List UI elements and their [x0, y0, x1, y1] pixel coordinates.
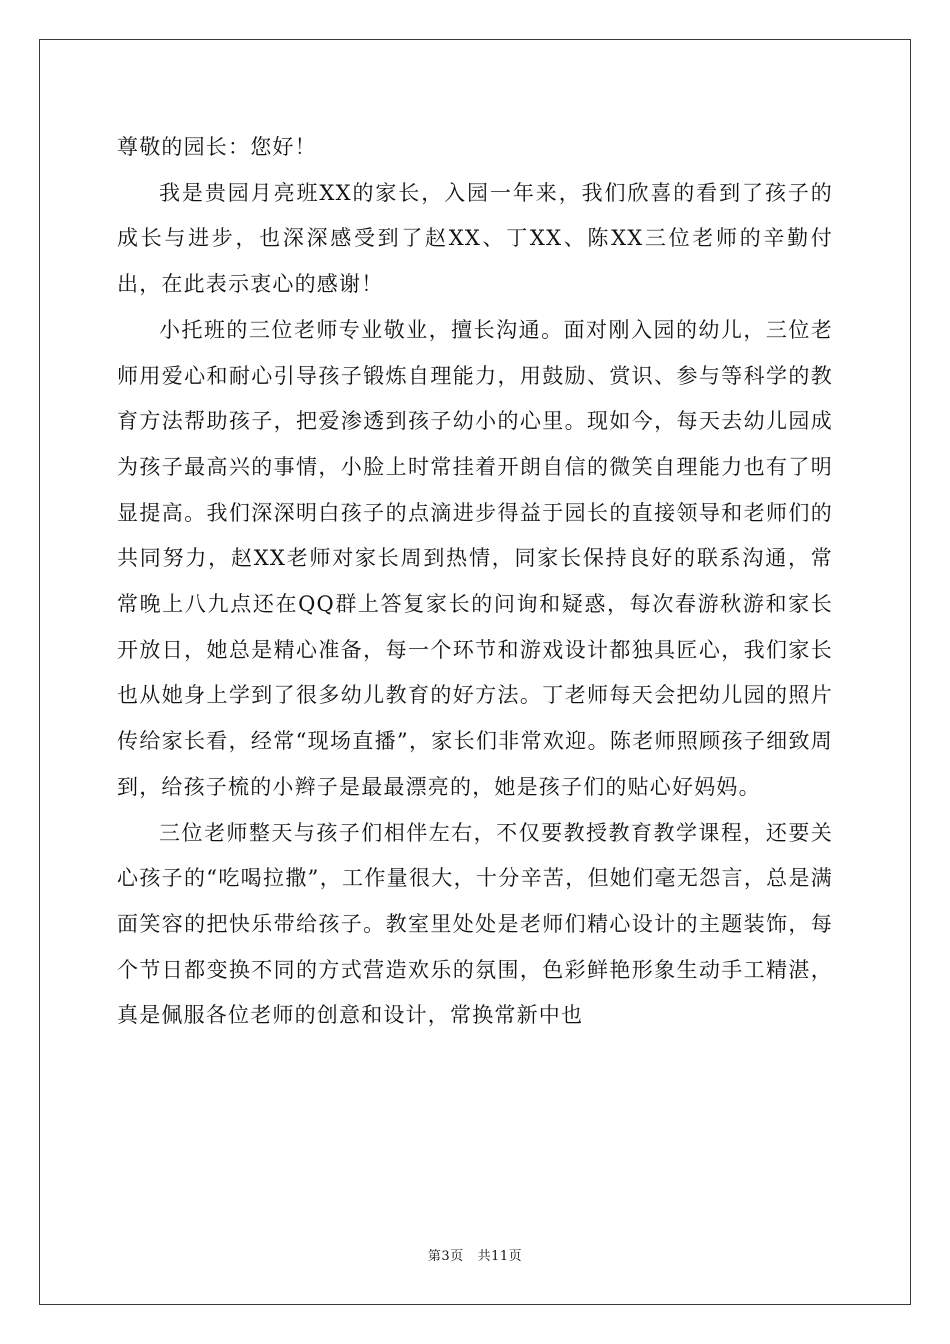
salutation: 尊敬的园长：您好！ — [117, 135, 317, 159]
page-total: 共11页 — [477, 1249, 523, 1264]
paragraph: 三位老师整天与孩子们相伴左右，不仅要教授教育教学课程，还要关心孩子的“吃喝拉撒”，工作量很大，十分辛苦，但她们毫无怨言，总是满面笑容的把快乐带给孩子。教室里处处是老师们精心设计的主题装饰，每个节日都变换不同的方式营造欢乐的氛围，色彩鲜艳形象生动手工精湛，真是佩服各位老师的创意和设计，常换常新中也 — [117, 820, 833, 1028]
paragraph: 小托班的三位老师专业敬业，擅长沟通。面对刚入园的幼儿，三位老师用爱心和耐心引导孩子锻炼自理能力，用鼓励、赏识、参与等科学的教育方法帮助孩子，把爱渗透到孩子幼小的心里。现如今，每天去幼儿园成为孩子最高兴的事情，小脸上时常挂着开朗自信的微笑自理能力也有了明显提高。我们深深明白孩子的点滴进步得益于园长的直接领导和老师们的共同努力，赵XX老师对家长周到热情，同家长保持良好的联系沟通，常常晚上八九点还在QQ群上答复家长的问询和疑惑，每次春游秋游和家长开放日，她总是精心准备，每一个环节和游戏设计都独具匠心，我们家长也从她身上学到了很多幼儿教育的好方法。丁老师每天会把幼儿园的照片传给家长看，经常“现场直播”，家长们非常欢迎。陈老师照顾孩子细致周到，给孩子梳的小辫子是最最漂亮的，她是孩子们的贴心好妈妈。 — [117, 317, 833, 799]
letter-body — [117, 125, 833, 1039]
paragraph: 我是贵园月亮班XX的家长，入园一年来，我们欣喜的看到了孩子的成长与进步，也深深感受到了赵XX、丁XX、陈XX三位老师的辛勤付出，在此表示衷心的感谢！ — [117, 180, 833, 297]
page-footer — [0, 1247, 950, 1267]
page-number: 第3页 — [427, 1249, 464, 1264]
